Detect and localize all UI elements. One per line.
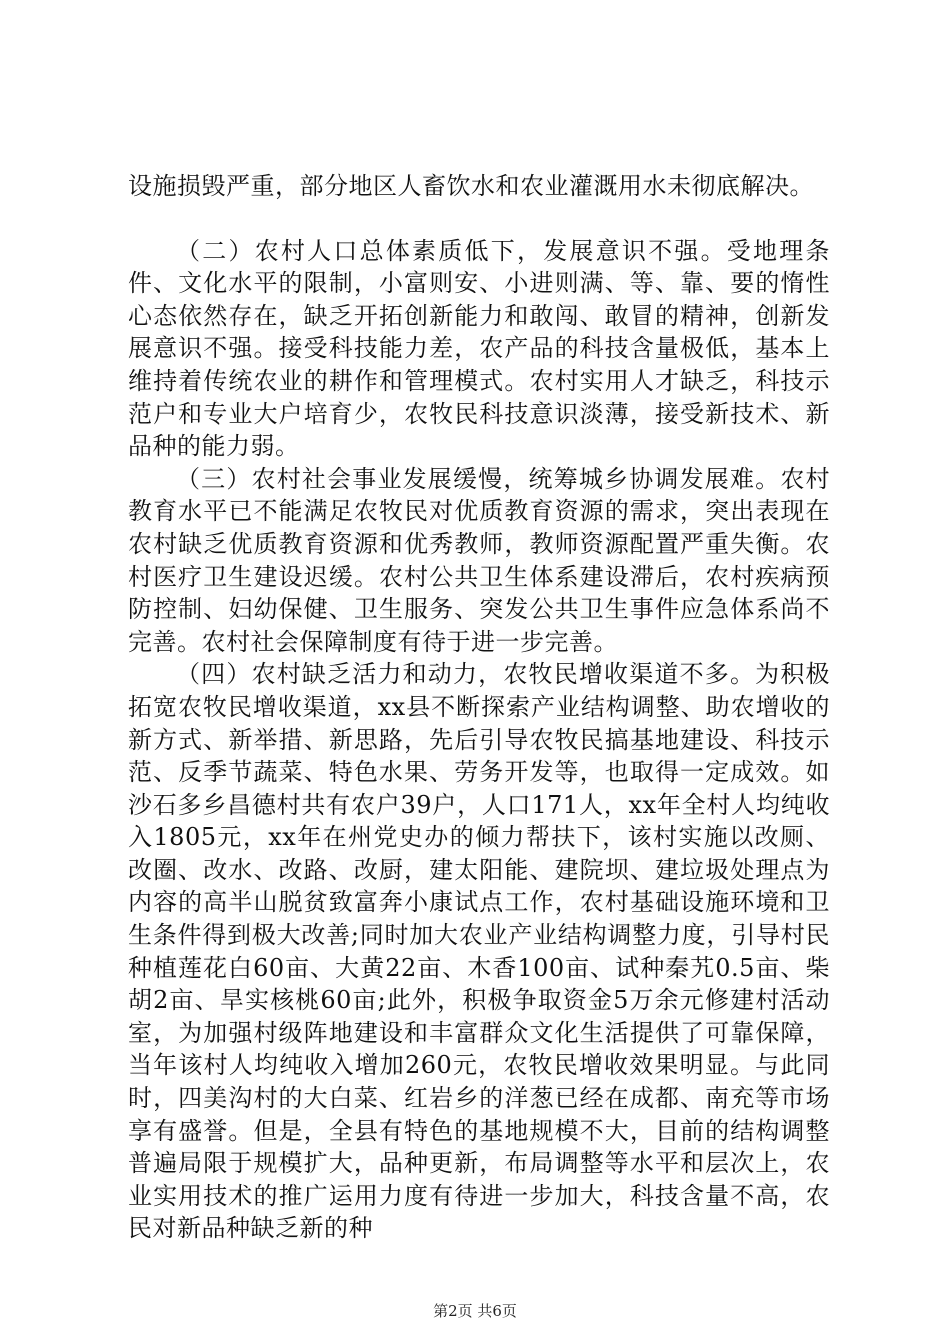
document-body bbox=[128, 170, 830, 1245]
paragraph-continuation: 设施损毁严重，部分地区人畜饮水和农业灌溉用水未彻底解决。 bbox=[128, 172, 814, 200]
paragraph-section-4: （四）农村缺乏活力和动力，农牧民增收渠道不多。为积极拓宽农牧民增收渠道，xx县不断探索产业结构调整、助农增收的新方式、新举措、新思路，先后引导农牧民搞基地建设、科技示范、反季节蔬菜、特色水果、劳务开发等，也取得一定成效。如沙石多乡昌德村共有农户39户，人口171人，xx年全村人均纯收入1805元，xx年在州党史办的倾力帮扶下，该村实施以改厕、改圈、改水、改路、改厨，建太阳能、建院坝、建垃圾处理点为内容的高半山脱贫致富奔小康试点工作，农村基础设施环境和卫生条件得到极大改善;同时加大农业产业结构调整力度，引导村民种植莲花白60亩、大黄22亩、木香100亩、试种秦艽0.5亩、柴胡2亩、旱实核桃60亩;此外，积极争取资金5万余元修建村活动室，为加强村级阵地建设和丰富群众文化生活提供了可靠保障，当年该村人均纯收入增加260元，农牧民增收效果明显。与此同时，四美沟村的大白菜、红岩乡的洋葱已经在成都、南充等市场享有盛誉。但是，全县有特色的基地规模不大，目前的结构调整普遍局限于规模扩大，品种更新，布局调整等水平和层次上，农业实用技术的推广运用力度有待进一步加大，科技含量不高，农民对新品种缺乏新的种 bbox=[128, 660, 830, 1243]
page-number-footer: 第2页 共6页 bbox=[433, 1302, 517, 1320]
paragraph-section-2: （二）农村人口总体素质低下，发展意识不强。受地理条件、文化水平的限制，小富则安、小进则满、等、靠、要的惰性心态依然存在，缺乏开拓创新能力和敢闯、敢冒的精神，创新发展意识不强。接受科技能力差，农产品的科技含量极低，基本上维持着传统农业的耕作和管理模式。农村实用人才缺乏，科技示范户和专业大户培育少，农牧民科技意识淡薄，接受新技术、新品种的能力弱。 bbox=[128, 236, 830, 461]
paragraph-section-3: （三）农村社会事业发展缓慢，统筹城乡协调发展难。农村教育水平已不能满足农牧民对优质教育资源的需求，突出表现在农村缺乏优质教育资源和优秀教师，教师资源配置严重失衡。农村医疗卫生建设迟缓。农村公共卫生体系建设滞后，农村疾病预防控制、妇幼保健、卫生服务、突发公共卫生事件应急体系尚不完善。农村社会保障制度有待于进一步完善。 bbox=[128, 464, 830, 656]
